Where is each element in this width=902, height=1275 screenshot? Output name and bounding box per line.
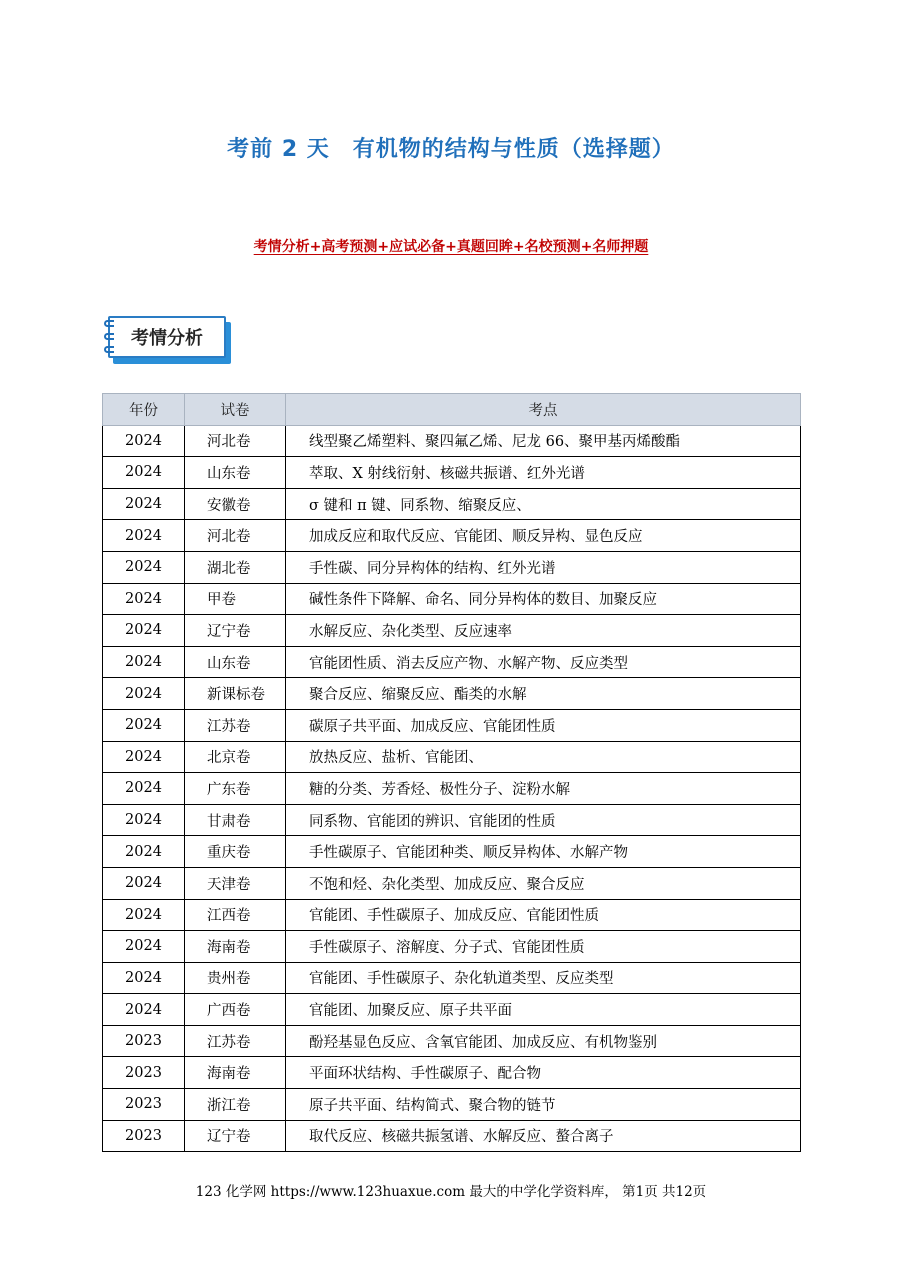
section-label: 考情分析 (108, 316, 226, 358)
cell-year: 2024 (103, 836, 185, 868)
cell-topics: σ 键和 π 键、同系物、缩聚反应、 (286, 488, 801, 520)
cell-year: 2024 (103, 678, 185, 710)
cell-year: 2023 (103, 1057, 185, 1089)
table-row (103, 709, 801, 741)
table-row (103, 741, 801, 773)
cell-topics: 官能团、加聚反应、原子共平面 (286, 994, 801, 1026)
cell-paper: 江西卷 (185, 899, 286, 931)
cell-paper: 河北卷 (185, 520, 286, 552)
cell-topics: 线型聚乙烯塑料、聚四氟乙烯、尼龙 66、聚甲基丙烯酸酯 (286, 425, 801, 457)
cell-year: 2024 (103, 709, 185, 741)
section-badge (104, 314, 234, 366)
page-footer: 123 化学网 https://www.123huaxue.com 最大的中学化学资料库， 第1页 共12页 (195, 1184, 707, 1200)
cell-topics: 同系物、官能团的辨识、官能团的性质 (286, 804, 801, 836)
cell-topics: 不饱和烃、杂化类型、加成反应、聚合反应 (286, 867, 801, 899)
cell-paper: 河北卷 (185, 425, 286, 457)
exam-analysis-table (102, 393, 801, 1152)
cell-paper: 天津卷 (185, 867, 286, 899)
cell-year: 2024 (103, 741, 185, 773)
table-row (103, 551, 801, 583)
cell-paper: 辽宁卷 (185, 1120, 286, 1152)
cell-year: 2024 (103, 551, 185, 583)
table-row (103, 804, 801, 836)
table-row (103, 615, 801, 647)
page-subtitle: 考情分析+高考预测+应试必备+真题回眸+名校预测+名师押题 (253, 239, 649, 255)
page-title: 考前 2 天 有机物的结构与性质（选择题） (227, 137, 675, 162)
cell-paper: 江苏卷 (185, 1025, 286, 1057)
cell-topics: 官能团、手性碳原子、加成反应、官能团性质 (286, 899, 801, 931)
table-row (103, 1025, 801, 1057)
cell-paper: 湖北卷 (185, 551, 286, 583)
table-row (103, 931, 801, 963)
cell-paper: 甲卷 (185, 583, 286, 615)
cell-year: 2024 (103, 804, 185, 836)
cell-paper: 广东卷 (185, 773, 286, 805)
cell-paper: 贵州卷 (185, 962, 286, 994)
table-row (103, 678, 801, 710)
table-row (103, 520, 801, 552)
cell-year: 2023 (103, 1025, 185, 1057)
table-row (103, 899, 801, 931)
cell-topics: 萃取、X 射线衍射、核磁共振谱、红外光谱 (286, 457, 801, 489)
cell-topics: 水解反应、杂化类型、反应速率 (286, 615, 801, 647)
table-row (103, 646, 801, 678)
header-year: 年份 (103, 394, 185, 426)
cell-paper: 海南卷 (185, 1057, 286, 1089)
cell-paper: 山东卷 (185, 646, 286, 678)
cell-year: 2024 (103, 962, 185, 994)
cell-paper: 江苏卷 (185, 709, 286, 741)
table-row (103, 836, 801, 868)
cell-year: 2024 (103, 488, 185, 520)
cell-topics: 手性碳原子、官能团种类、顺反异构体、水解产物 (286, 836, 801, 868)
cell-topics: 碱性条件下降解、命名、同分异构体的数目、加聚反应 (286, 583, 801, 615)
cell-paper: 山东卷 (185, 457, 286, 489)
table-row (103, 1120, 801, 1152)
cell-paper: 甘肃卷 (185, 804, 286, 836)
cell-year: 2024 (103, 425, 185, 457)
cell-year: 2024 (103, 615, 185, 647)
table-row (103, 1089, 801, 1121)
cell-year: 2024 (103, 867, 185, 899)
cell-paper: 重庆卷 (185, 836, 286, 868)
cell-year: 2024 (103, 583, 185, 615)
cell-year: 2024 (103, 646, 185, 678)
cell-year: 2024 (103, 994, 185, 1026)
cell-topics: 碳原子共平面、加成反应、官能团性质 (286, 709, 801, 741)
cell-paper: 浙江卷 (185, 1089, 286, 1121)
table-row (103, 994, 801, 1026)
spiral-binding-icon (104, 320, 116, 356)
cell-topics: 平面环状结构、手性碳原子、配合物 (286, 1057, 801, 1089)
table-row (103, 488, 801, 520)
cell-topics: 手性碳原子、溶解度、分子式、官能团性质 (286, 931, 801, 963)
cell-year: 2024 (103, 773, 185, 805)
cell-topics: 聚合反应、缩聚反应、酯类的水解 (286, 678, 801, 710)
cell-topics: 糖的分类、芳香烃、极性分子、淀粉水解 (286, 773, 801, 805)
table-row (103, 425, 801, 457)
cell-topics: 放热反应、盐析、官能团、 (286, 741, 801, 773)
table-row (103, 457, 801, 489)
cell-year: 2024 (103, 457, 185, 489)
cell-paper: 安徽卷 (185, 488, 286, 520)
cell-topics: 官能团、手性碳原子、杂化轨道类型、反应类型 (286, 962, 801, 994)
cell-year: 2023 (103, 1089, 185, 1121)
cell-paper: 广西卷 (185, 994, 286, 1026)
cell-year: 2024 (103, 899, 185, 931)
table-header-row (103, 394, 801, 426)
cell-year: 2023 (103, 1120, 185, 1152)
table-row (103, 962, 801, 994)
cell-paper: 辽宁卷 (185, 615, 286, 647)
cell-year: 2024 (103, 520, 185, 552)
cell-paper: 北京卷 (185, 741, 286, 773)
cell-topics: 原子共平面、结构简式、聚合物的链节 (286, 1089, 801, 1121)
table-row (103, 773, 801, 805)
table-body (103, 425, 801, 1152)
table-row (103, 583, 801, 615)
cell-year: 2024 (103, 931, 185, 963)
cell-topics: 手性碳、同分异构体的结构、红外光谱 (286, 551, 801, 583)
cell-topics: 取代反应、核磁共振氢谱、水解反应、螯合离子 (286, 1120, 801, 1152)
cell-paper: 新课标卷 (185, 678, 286, 710)
cell-paper: 海南卷 (185, 931, 286, 963)
table-row (103, 867, 801, 899)
cell-topics: 酚羟基显色反应、含氧官能团、加成反应、有机物鉴别 (286, 1025, 801, 1057)
cell-topics: 加成反应和取代反应、官能团、顺反异构、显色反应 (286, 520, 801, 552)
header-topics: 考点 (286, 394, 801, 426)
table-row (103, 1057, 801, 1089)
cell-topics: 官能团性质、消去反应产物、水解产物、反应类型 (286, 646, 801, 678)
header-paper: 试卷 (185, 394, 286, 426)
